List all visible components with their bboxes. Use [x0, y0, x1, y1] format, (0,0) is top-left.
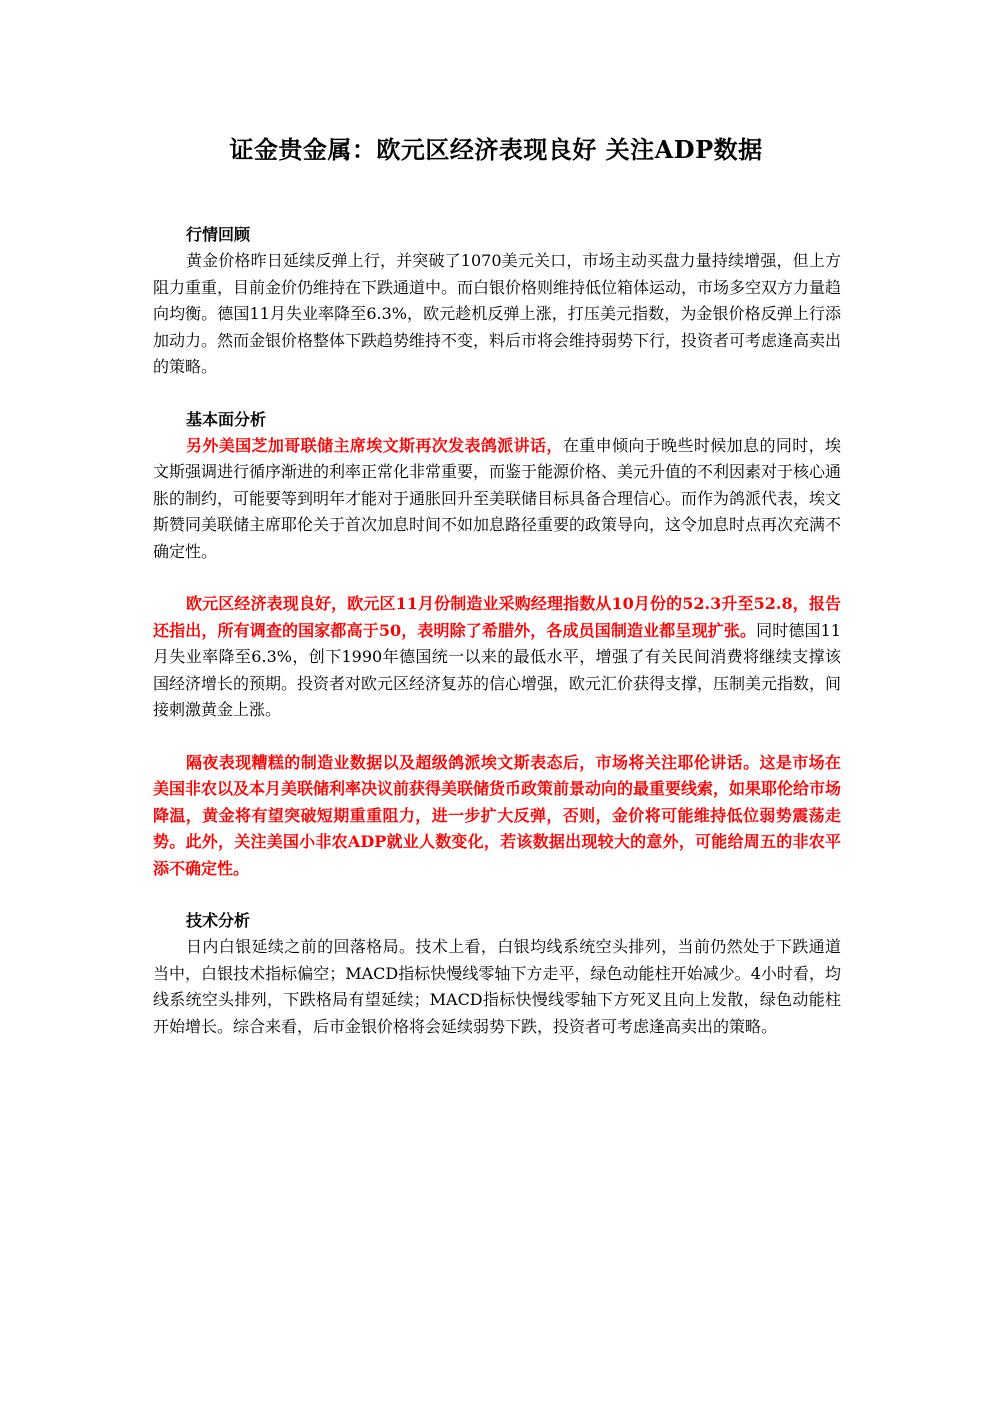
- document-body: [153, 222, 841, 1040]
- fundamental-paragraph-1: [153, 433, 841, 566]
- document-title: 证金贵金属：欧元区经济表现良好 关注ADP数据: [229, 135, 763, 164]
- section-heading-review: 行情回顾: [186, 225, 251, 244]
- section-heading-technical: 技术分析: [186, 911, 251, 930]
- body-text: 同时德国11月失业率降至6.3%，创下1990年德国统一以来的最低水平，增强了有关民间消费将继续支撑该国经济增长的预期。投资者对欧元区经济复苏的信心增强，欧元汇价获得支撑，压制美元指数，间接刺激黄金上涨。: [153, 620, 842, 719]
- fundamental-paragraph-3: [153, 750, 841, 883]
- highlight-text: 另外美国芝加哥联储主席埃文斯再次发表鸽派讲话，: [186, 435, 563, 455]
- section-market-review: [153, 222, 841, 381]
- section-technical-analysis: [153, 908, 841, 1040]
- section-fundamental-analysis: [153, 407, 841, 883]
- highlight-text: 隔夜表现糟糕的制造业数据以及超级鸽派埃文斯表态后，市场将关注耶伦讲话。这是市场在美国非农以及本月美联储利率决议前获得美联储货币政策前景动向的最重要线索，如果耶伦给市场降温，黄金将有望突破短期重重阻力，进一步扩大反弹，否则，金价将可能维持低位弱势震荡走势。此外，关注美国小非农ADP就业人数变化，若该数据出现较大的意外，可能给周五的非农平添不确定性。: [153, 752, 842, 878]
- highlight-text: 欧元区经济表现良好，欧元区11月份制造业采购经理指数从10月份的52.3升至52.8，报告还指出，所有调查的国家都高于50，表明除了希腊外，各成员国制造业都呈现扩张。: [153, 594, 841, 640]
- section-heading-fundamental: 基本面分析: [186, 409, 267, 429]
- fundamental-paragraph-2: [153, 591, 841, 724]
- technical-paragraph: 日内白银延续之前的回落格局。技术上看，白银均线系统空头排列，当前仍然处于下跌通道当中，白银技术指标偏空；MACD指标快慢线零轴下方走平，绿色动能柱开始减少。4小时看，均线系统空头排列，下跌格局有望延续；MACD指标快慢线零轴下方死叉且向上发散，绿色动能柱开始增长。综合来看，后市金银价格将会延续弱势下跌，投资者可考虑逢高卖出的策略。: [153, 937, 841, 1036]
- review-paragraph: 黄金价格昨日延续反弹上行，并突破了1070美元关口，市场主动买盘力量持续增强，但上方阻力重重，目前金价仍维持在下跌通道中。而白银价格则维持低位箱体运动，市场多空双方力量趋向均衡。德国11月失业率降至6.3%，欧元趁机反弹上涨，打压美元指数，为金银价格反弹上行添加动力。然而金银价格整体下跌趋势维持不变，料后市将会维持弱势下行，投资者可考虑逢高卖出的策略。: [153, 251, 842, 376]
- body-text: 在重申倾向于晚些时候加息的同时，埃文斯强调进行循序渐进的利率正常化非常重要，而鉴于能源价格、美元升值的不利因素对于核心通胀的制约，可能要等到明年才能对于通胀回升至美联储目标具备合理信心。而作为鸽派代表，埃文斯赞同美联储主席耶伦关于首次加息时间不如加息路径重要的政策导向，这令加息时点再次充满不确定性。: [153, 435, 842, 561]
